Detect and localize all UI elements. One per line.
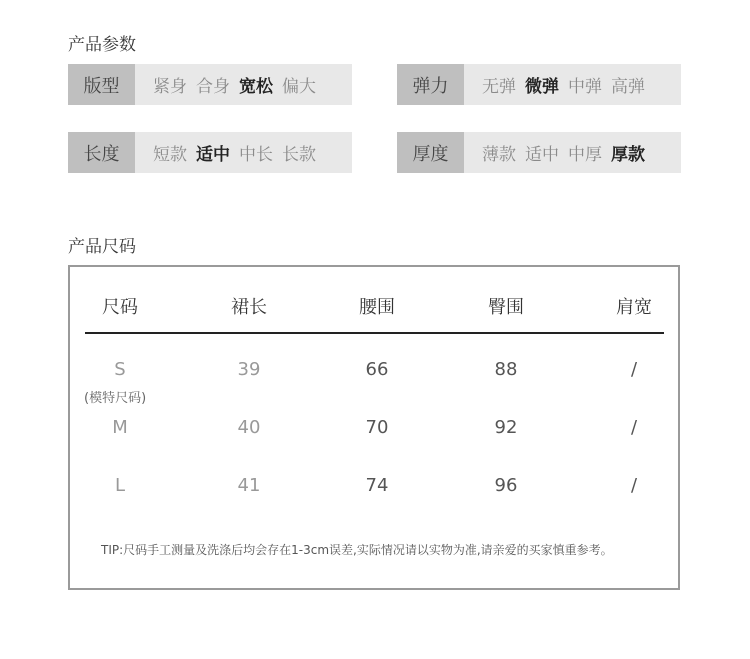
- param-row-elasticity: [397, 64, 681, 105]
- param-key: 长度: [68, 132, 135, 173]
- header-hip: 臀围: [488, 297, 524, 318]
- header-waist: 腰围: [359, 297, 395, 318]
- param-option: 偏大: [282, 77, 316, 97]
- header-size: 尺码: [102, 297, 138, 318]
- cell-size: L: [114, 475, 126, 496]
- param-options: [135, 132, 325, 173]
- cell-size: S: [114, 359, 126, 380]
- cell-waist: 70: [365, 417, 389, 438]
- size-title: 产品尺码: [68, 237, 136, 257]
- param-option: 无弹: [482, 77, 516, 97]
- param-option: 中弹: [568, 77, 602, 97]
- cell-hip: 88: [494, 359, 518, 380]
- param-row-fit: [68, 64, 352, 105]
- param-option: 薄款: [482, 145, 516, 165]
- cell-shoulder: /: [630, 359, 638, 380]
- cell-hip: 92: [494, 417, 518, 438]
- cell-skirt-length: 41: [237, 475, 261, 496]
- model-size-note: (模特尺码): [84, 391, 147, 406]
- param-key: 弹力: [397, 64, 464, 105]
- param-option: 长款: [282, 145, 316, 165]
- param-option-selected: 微弹: [525, 77, 559, 97]
- param-options: [464, 64, 654, 105]
- param-option: 中长: [239, 145, 273, 165]
- param-option: 合身: [196, 77, 230, 97]
- header-shoulder: 肩宽: [616, 297, 652, 318]
- param-option-selected: 厚款: [611, 145, 645, 165]
- param-option: 短款: [153, 145, 187, 165]
- cell-hip: 96: [494, 475, 518, 496]
- param-option: 适中: [525, 145, 559, 165]
- param-option: 中厚: [568, 145, 602, 165]
- param-option: 高弹: [611, 77, 645, 97]
- cell-skirt-length: 40: [237, 417, 261, 438]
- param-key: 厚度: [397, 132, 464, 173]
- param-options: [135, 64, 325, 105]
- param-row-length: [68, 132, 352, 173]
- cell-size: M: [112, 417, 128, 438]
- param-options: [464, 132, 654, 173]
- header-divider: [85, 332, 664, 334]
- param-option-selected: 适中: [196, 145, 230, 165]
- cell-waist: 66: [365, 359, 389, 380]
- param-row-thickness: [397, 132, 681, 173]
- tip-text: TIP:尺码手工测量及洗涤后均会存在1-3cm误差,实际情况请以实物为准,请亲爱的买家慎重参考。: [101, 543, 613, 557]
- header-skirt-length: 裙长: [231, 297, 267, 318]
- cell-shoulder: /: [630, 475, 638, 496]
- param-option-selected: 宽松: [239, 77, 273, 97]
- cell-skirt-length: 39: [237, 359, 261, 380]
- param-option: 紧身: [153, 77, 187, 97]
- cell-waist: 74: [365, 475, 389, 496]
- cell-shoulder: /: [630, 417, 638, 438]
- param-key: 版型: [68, 64, 135, 105]
- params-title: 产品参数: [68, 35, 136, 55]
